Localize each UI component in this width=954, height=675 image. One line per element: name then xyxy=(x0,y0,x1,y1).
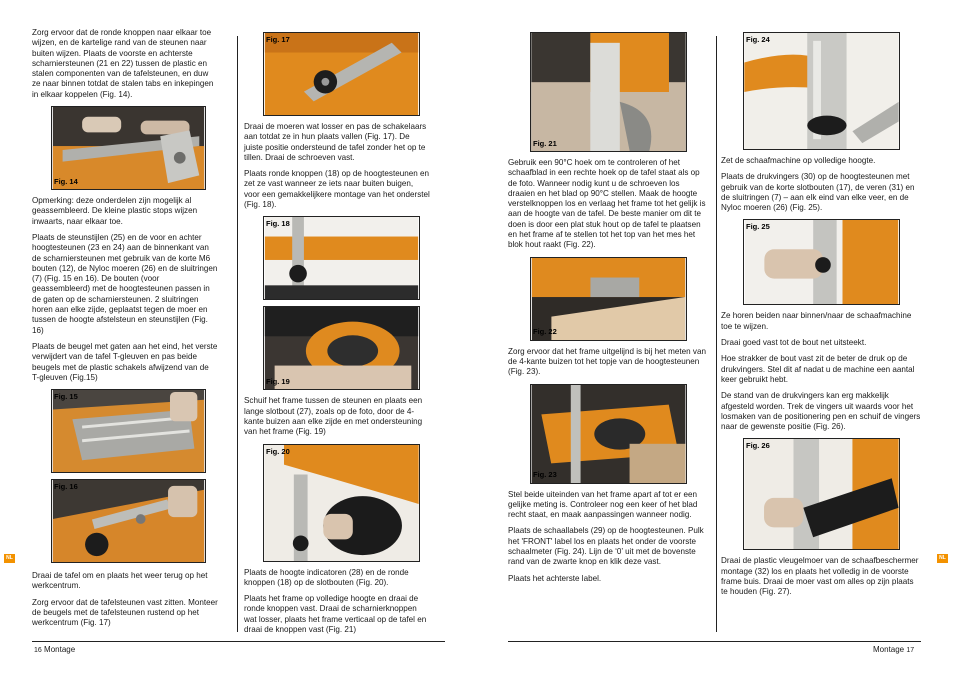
paragraph: Gebruik een 90°C hoek om te controleren of het schaafblad in een rechte hoek op de tafel staat als op de foto. Wanneer nodig kunt u de schroeven los draaien en het blad op 90°C stellen. Maak de hoogte verstelknoppen los en verlaag het frame tot het gelijk is aan de hoogte van de tafel. De beste manier om dit te doen is door een plat stuk hout op de tafel te plaatsen en het frame af te stellen tot het top van het mes het blok hout raakt (Fig. 22). xyxy=(508,158,706,250)
figure-24 xyxy=(743,32,900,150)
figure-19-label: Fig. 19 xyxy=(266,377,290,387)
paragraph: Zorg ervoor dat de ronde knoppen naar elkaar toe wijzen, en de kartelige rand van de steunen naar buiten wijzen. Plaats de voorste en achterste scharniersteunen (21 en 22) tussen de plastic en stalen componenten van de tafelsteunen, en duw ze naar binnen totdat de stalen tabs en inkepingen in elkaar koppelen (Fig. 14). xyxy=(32,28,214,99)
figure-21-label: Fig. 21 xyxy=(533,138,557,148)
paragraph: De stand van de drukvingers kan erg makkelijk afgesteld worden. Trek de vingers uit waards voor het losmaken van de positionering pen en schuif de vingers naar de gewenste positie (Fig. 26). xyxy=(721,391,921,432)
column-divider-right xyxy=(716,36,717,632)
footer-left xyxy=(34,645,75,654)
column-2 xyxy=(244,32,430,641)
figure-25-label: Fig. 25 xyxy=(746,222,770,232)
figure-20-photo xyxy=(264,445,419,561)
paragraph: Zorg ervoor dat het frame uitgelijnd is bij het meten van de 4-kante buizen tot het topje van de hoogtesteunen (Fig. 23). xyxy=(508,346,706,377)
figure-15-photo xyxy=(52,390,205,472)
paragraph: Schuif het frame tussen de steunen en plaats een lange slotbout (27), zoals op de foto, door de 4-kante buizen aan elke zijde en met ondersteuning van het frame (Fig. 19) xyxy=(244,396,423,437)
paragraph: Draai goed vast tot de bout net uitsteekt. xyxy=(721,338,867,348)
column-3 xyxy=(508,32,708,590)
figure-16-label: Fig. 16 xyxy=(54,482,78,492)
language-tab-right: NL xyxy=(937,554,948,563)
figure-17-photo xyxy=(264,33,419,115)
paragraph: Stel beide uiteinden van het frame apart af tot er een gelijke meting is. Controleer nog een keer of het blad recht staat, en maak aanpassingen wanneer nodig. xyxy=(508,489,698,520)
figure-22 xyxy=(530,257,687,341)
column-4 xyxy=(721,32,921,604)
page-number-right: 17 xyxy=(906,647,915,654)
paragraph: Draai de tafel om en plaats het weer terug op het werkcentrum. xyxy=(32,571,208,591)
figure-14-label: Fig. 14 xyxy=(54,176,78,186)
figure-19 xyxy=(263,306,420,390)
figure-18-label: Fig. 18 xyxy=(266,219,290,229)
footer-right xyxy=(873,645,914,654)
page-number-left: 16 xyxy=(34,647,42,654)
figure-23-photo xyxy=(531,385,686,483)
figure-18-photo xyxy=(264,217,419,299)
figure-25-photo xyxy=(744,220,899,304)
paragraph: Plaats de hoogte indicatoren (28) en de ronde knoppen (18) op de slotbouten (Fig. 20). xyxy=(244,567,409,587)
figure-15 xyxy=(51,389,206,473)
paragraph: Plaats de steunstijlen (25) en de voor en achter hoogtesteunen (23 en 24) aan de binnenkant van de scharniersteunen met gebruik van de korte M6 bouten (12), de Nyloc moeren (26) en de sluitringen (7) (Fig. 15 en 16). De bouten (voor geassembleerd) met de hoogtesteunen passen in de gaten op de scharniersteunen. 2 sluitringen horen aan elke zijde, geplaatst tegen de moer en tussen de hoogte afstelsteun en steunstijlen (Fig. 16) xyxy=(32,232,218,335)
paragraph: Plaats de beugel met gaten aan het eind, het verste verwijdert van de tafel T-gleuven en pas beide beugels met de plastic schakels afwijzend van de T-gleuven (Fig.15) xyxy=(32,341,218,382)
footer-rule-right xyxy=(508,641,921,642)
figure-26-photo xyxy=(744,439,899,549)
figure-15-label: Fig. 15 xyxy=(54,392,78,402)
figure-23-label: Fig. 23 xyxy=(533,470,557,480)
figure-17 xyxy=(263,32,420,116)
paragraph: Plaats het achterste label. xyxy=(508,573,602,583)
paragraph: Plaats de schaallabels (29) op de hoogtesteunen. Pulk het 'FRONT' label los en plaats het onder de voorste schaalmeter (Fig. 24). Lijn de ‘0’ uit met de bovenste rand van de zwarte knop en klik deze vast. xyxy=(508,526,704,567)
figure-24-label: Fig. 24 xyxy=(746,35,770,44)
figure-25 xyxy=(743,219,900,305)
paragraph: Hoe strakker de bout vast zit de beter de druk op de drukvingers. Stel dit af nadat u de machine een aantal keer gebruikt hebt. xyxy=(721,354,915,384)
column-1 xyxy=(32,28,218,635)
figure-16 xyxy=(51,479,206,563)
figure-16-photo xyxy=(52,480,205,562)
paragraph: Draai de plastic vleugelmoer van de schaafbeschermer montage (32) los en plaats het volledig in de voorste frame buis. Draai de moer vast om alles op zijn plaats te houden (Fig. 27). xyxy=(721,556,919,597)
paragraph: Plaats de drukvingers (30) op de hoogtesteunen met gebruik van de korte slotbouten (17), de veren (31) en de sluitringen (7) – aan elk eind van elke veer, en de Nyloc moeren (26) (Fig. 25). xyxy=(721,172,915,213)
paragraph: Plaats ronde knoppen (18) op de hoogtesteunen en zet ze vast wanneer ze iets naar buiten buigen, voor een gemakkelijkere montage van het onderstel (Fig. 18). xyxy=(244,169,430,210)
paragraph: Plaats het frame op volledige hoogte en draai de ronde knoppen vast. Draai de scharnierknoppen wat losser, plaats het frame verticaal op de tafel en draai de knoppen vast (Fig. 21) xyxy=(244,594,427,635)
section-title-left: Montage xyxy=(44,645,76,654)
figure-18 xyxy=(263,216,420,300)
paragraph: Opmerking: deze onderdelen zijn mogelijk al geassembleerd. De kleine plastic stops wijzen inwaarts, naar elkaar toe. xyxy=(32,196,198,226)
paragraph: Zorg ervoor dat de tafelsteunen vast zitten. Monteer de beugels met de tafelsteunen rustend op het werkcentrum (Fig. 17) xyxy=(32,597,218,628)
figure-14 xyxy=(51,106,206,190)
section-title-right: Montage xyxy=(873,645,905,654)
paragraph: Ze horen beiden naar binnen/naar de schaafmachine toe te wijzen. xyxy=(721,311,912,331)
figure-22-label: Fig. 22 xyxy=(533,327,557,337)
column-divider-left xyxy=(237,36,238,632)
paragraph: Zet de schaafmachine op volledige hoogte. xyxy=(721,156,876,165)
figure-20 xyxy=(263,444,420,562)
paragraph: Draai de moeren wat losser en pas de schakelaars aan totdat ze in hun plaats vallen (Fig. 17). De juiste positie ondersteund de tafel zonder het op te tillen. Draai de schroeven vast. xyxy=(244,122,427,162)
figure-20-label: Fig. 20 xyxy=(266,446,290,456)
figure-24-photo xyxy=(744,33,899,149)
figure-23 xyxy=(530,384,687,484)
language-tab-left: NL xyxy=(4,554,15,563)
figure-26 xyxy=(743,438,900,550)
figure-21-photo xyxy=(531,33,686,151)
figure-26-label: Fig. 26 xyxy=(746,441,770,451)
figure-21 xyxy=(530,32,687,152)
figure-17-label: Fig. 17 xyxy=(266,35,290,44)
